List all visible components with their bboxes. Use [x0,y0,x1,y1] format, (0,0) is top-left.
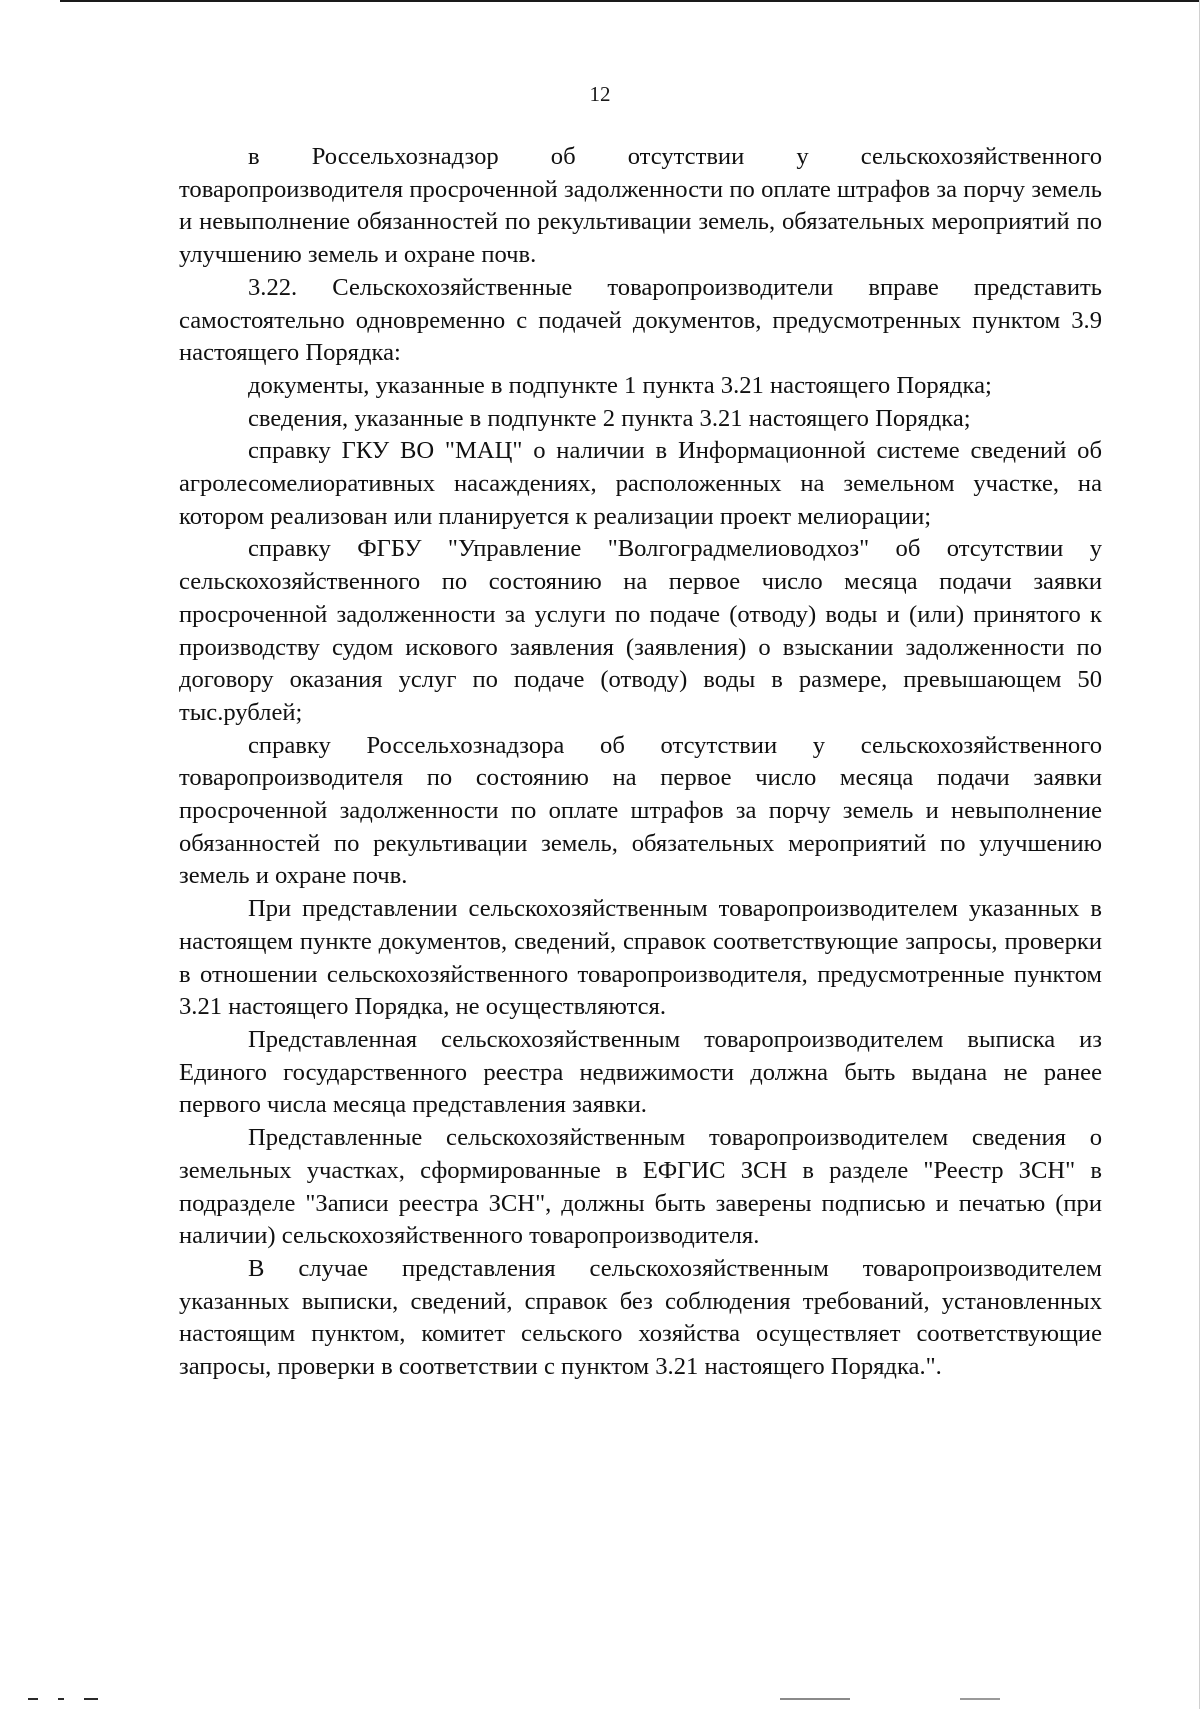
paragraph-4: сведения, указанные в подпункте 2 пункта 3.21 настоящего Порядка; [248,404,971,432]
paragraph-2: 3.22. Сельскохозяйственные товаропроизводители вправе представить самостоятельно одновременно с подачей документов, предусмотренных пунктом 3.9 настоящего Порядка: [179,273,1102,367]
scan-noise-bottom [0,1692,1200,1709]
scan-speck [960,1698,1000,1700]
scan-speck [780,1698,850,1700]
scan-speck [58,1698,64,1700]
scan-speck [84,1698,98,1700]
scan-edge-top [60,0,1200,2]
paragraph-10: Представленные сельскохозяйственным товаропроизводителем сведения о земельных участках, сформированные в ЕФГИС ЗСН в разделе "Реестр ЗСН" в подразделе "Записи реестра ЗСН", должны быть заверены подписью и печатью (при наличии) сельскохозяйственного товаропроизводителя. [179,1124,1102,1250]
paragraph-7: справку Россельхознадзора об отсутствии у сельскохозяйственного товаропроизводителя по состоянию на первое число месяца подачи заявки просроченной задолженности по оплате штрафов за порчу земель и невыполнение обязанностей по рекультивации земель, обязательных мероприятий по улучшению земель и охране почв. [179,731,1102,890]
page-number: 12 [589,82,611,106]
paragraph-3: документы, указанные в подпункте 1 пункта 3.21 настоящего Порядка; [248,371,992,399]
document-body [179,141,1102,1384]
paragraph-1: в Россельхознадзор об отсутствии у сельскохозяйственного товаропроизводителя просроченной задолженности по оплате штрафов за порчу земель и невыполнение обязанностей по рекультивации земель, обязательных мероприятий по улучшению земель и охране почв. [179,143,1102,269]
paragraph-8: При представлении сельскохозяйственным товаропроизводителем указанных в настоящем пункте документов, сведений, справок соответствующие запросы, проверки в отношении сельскохозяйственного товаропроизводителя, предусмотренные пунктом 3.21 настоящего Порядка, не осуществляются. [179,895,1102,1021]
paragraph-6: справку ФГБУ "Управление "Волгоградмелиоводхоз" об отсутствии у сельскохозяйственного по состоянию на первое число месяца подачи заявки просроченной задолженности за услуги по подаче (отводу) воды и (или) принятого к производству судом искового заявления (заявления) о взыскании задолженности по договору оказания услуг по подаче (отводу) воды в размере, превышающем 50 тыс.рублей; [179,535,1102,726]
paragraph-11: В случае представления сельскохозяйственным товаропроизводителем указанных выписки, сведений, справок без соблюдения требований, установленных настоящим пунктом, комитет сельского хозяйства осуществляет соответствующие запросы, проверки в соответствии с пунктом 3.21 настоящего Порядка.". [179,1254,1102,1381]
scan-speck [28,1698,38,1700]
paragraph-5: справку ГКУ ВО "МАЦ" о наличии в Информационной системе сведений об агролесомелиоративных насаждениях, расположенных на земельном участке, на котором реализован или планируется к реализации проект мелиорации; [179,437,1102,530]
paragraph-9: Представленная сельскохозяйственным товаропроизводителем выписка из Единого государственного реестра недвижимости должна быть выдана не ранее первого числа месяца представления заявки. [179,1025,1102,1119]
